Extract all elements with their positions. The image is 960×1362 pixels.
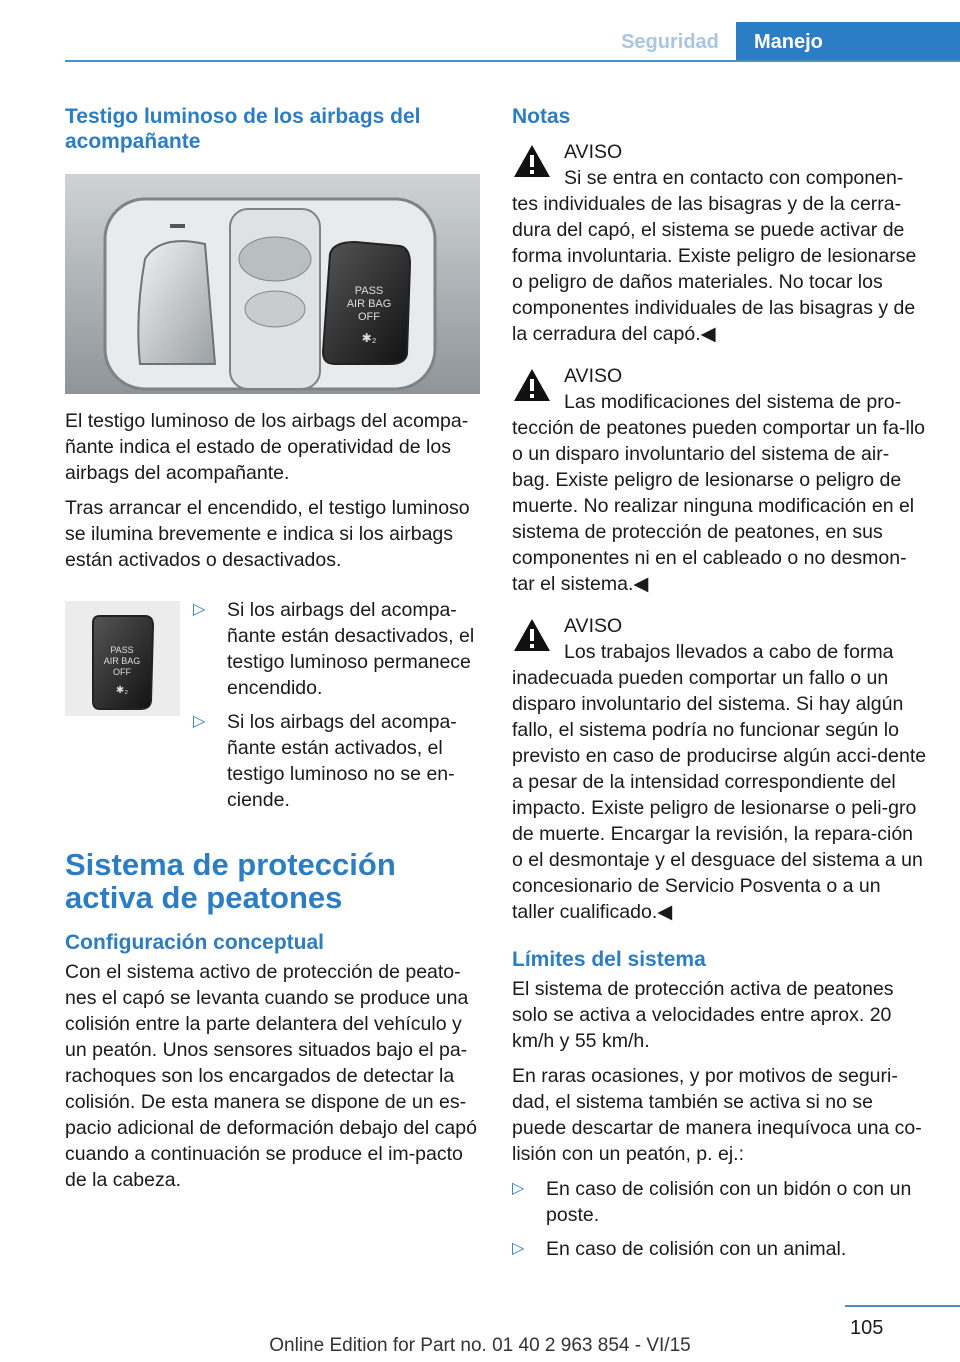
tab-driving[interactable]: Manejo (736, 22, 960, 60)
list-item: ▷ En caso de colisión con un bidón o con un poste. (512, 1178, 912, 1226)
heading-airbag-indicator: Testigo luminoso de los airbags del acompañante (65, 105, 421, 153)
svg-text:PASS: PASS (354, 285, 384, 297)
list-item: ▷ Si los airbags del acompa-ñante están desactivados, el testigo luminoso permanece encendido. (193, 599, 475, 699)
paragraph-ignition: Tras arrancar el encendido, el testigo luminoso se ilumina brevemente e indica si los airbags están activados o desactivados. (65, 497, 470, 571)
notes-heading: Notas (512, 105, 571, 128)
warning-text: Si se entra en contacto con componen-tes individuales de las bisagras y de la cerra-dura del capó, el sistema se puede activar de forma involuntaria. Existe peligro de lesionarse o peligro de daños materiales. No tocar los componentes individuales de las bisagras y de la cerradura del capó.◀ (512, 167, 917, 345)
triangle-bullet-icon: ▷ (193, 713, 206, 730)
svg-text:✱₂: ✱₂ (361, 331, 377, 345)
warning-text: Las modificaciones del sistema de pro-tección de peatones pueden comportar un fa-llo o un disparo involuntario del sistema de air-bag. Existe peligro de lesionarse o peligro de muerte. No realizar ninguna modificación en el sistema de protección de peatones, en sus componentes ni en el cableado o no desmon-tar el sistema.◀ (512, 391, 926, 595)
svg-text:AIR BAG: AIR BAG (346, 298, 392, 310)
tab-security[interactable]: Seguridad (621, 31, 719, 53)
paragraph-concept: Con el sistema activo de protección de peato-nes el capó se levanta cuando se produce una colisión entre la parte delantera del vehículo y un peatón. Unos sensores situados bajo el pa-rachoques son los encargados de detectar la colisión. De esta manera se dispone de un es-pacio adicional de deformación debajo del capó cuando a continuación se produce el im-pacto de la cabeza. (65, 961, 477, 1191)
edition-footer: Online Edition for Part no. 01 40 2 963 854 - VI/15 (269, 1335, 691, 1356)
svg-text:OFF: OFF (358, 311, 380, 323)
triangle-bullet-icon: ▷ (193, 601, 206, 618)
list-item: ▷ Si los airbags del acompa-ñante están activados, el testigo luminoso no se en-ciende. (193, 711, 457, 811)
sub-heading-concept: Configuración conceptual (65, 931, 325, 954)
warning-text: Los trabajos llevados a cabo de forma inadecuada pueden comportar un fallo o un disparo involuntario del sistema. Si hay algún fallo, el sistema podría no funcionar según lo previsto en caso de producirse algún acci-dente a pesar de la intensidad correspondiente del impacto. Existe peligro de lesionarse o peli-gro de muerte. Encargar la revisión, la repara-ción o el desmontaje y el desguace del sistema a un concesionario de Servicio Posventa o a un taller cualificado.◀ (512, 641, 927, 923)
triangle-bullet-icon: ▷ (512, 1180, 525, 1197)
warning-note (512, 139, 927, 347)
warning-icon (512, 143, 552, 179)
warning-note (512, 613, 927, 925)
page-number: 105 (850, 1317, 884, 1339)
collision-examples-list (512, 1176, 927, 1262)
right-column (512, 104, 927, 1270)
svg-text:PASS: PASS (110, 645, 134, 655)
svg-text:✱₂: ✱₂ (115, 685, 129, 696)
header-rule (65, 60, 960, 62)
footer-rule (845, 1305, 960, 1307)
svg-text:OFF: OFF (113, 667, 131, 677)
left-column (65, 104, 480, 1202)
airbag-status-list (193, 597, 483, 821)
warning-icon (512, 617, 552, 653)
limits-heading: Límites del sistema (512, 948, 706, 971)
paragraph-indicator-status: El testigo luminoso de los airbags del acompa-ñante indica el estado de operatividad de los airbags del acompañante. (65, 410, 469, 484)
warning-label: AVISO (564, 141, 623, 163)
warning-label: AVISO (564, 365, 623, 387)
airbag-status-block (65, 601, 480, 816)
paragraph-limits-rare: En raras ocasiones, y por motivos de seguri-dad, el sistema también se activa si no se puede descartar de manera inequívoca una co-lisión con un peatón, p. ej.: (512, 1065, 922, 1165)
triangle-bullet-icon: ▷ (512, 1240, 525, 1257)
list-item: ▷ En caso de colisión con un animal. (512, 1238, 847, 1260)
paragraph-limits-speed: El sistema de protección activa de peatones solo se activa a velocidades entre aprox. 20 km/h y 55 km/h. (512, 978, 894, 1052)
svg-text:AIR BAG: AIR BAG (103, 656, 141, 666)
warning-note (512, 363, 927, 597)
section-title: Sistema de protección activa de peatones (65, 847, 396, 915)
warning-label: AVISO (564, 615, 623, 637)
airbag-off-indicator-icon (65, 601, 180, 716)
warning-icon (512, 367, 552, 403)
airbag-switch-photo (65, 174, 480, 394)
